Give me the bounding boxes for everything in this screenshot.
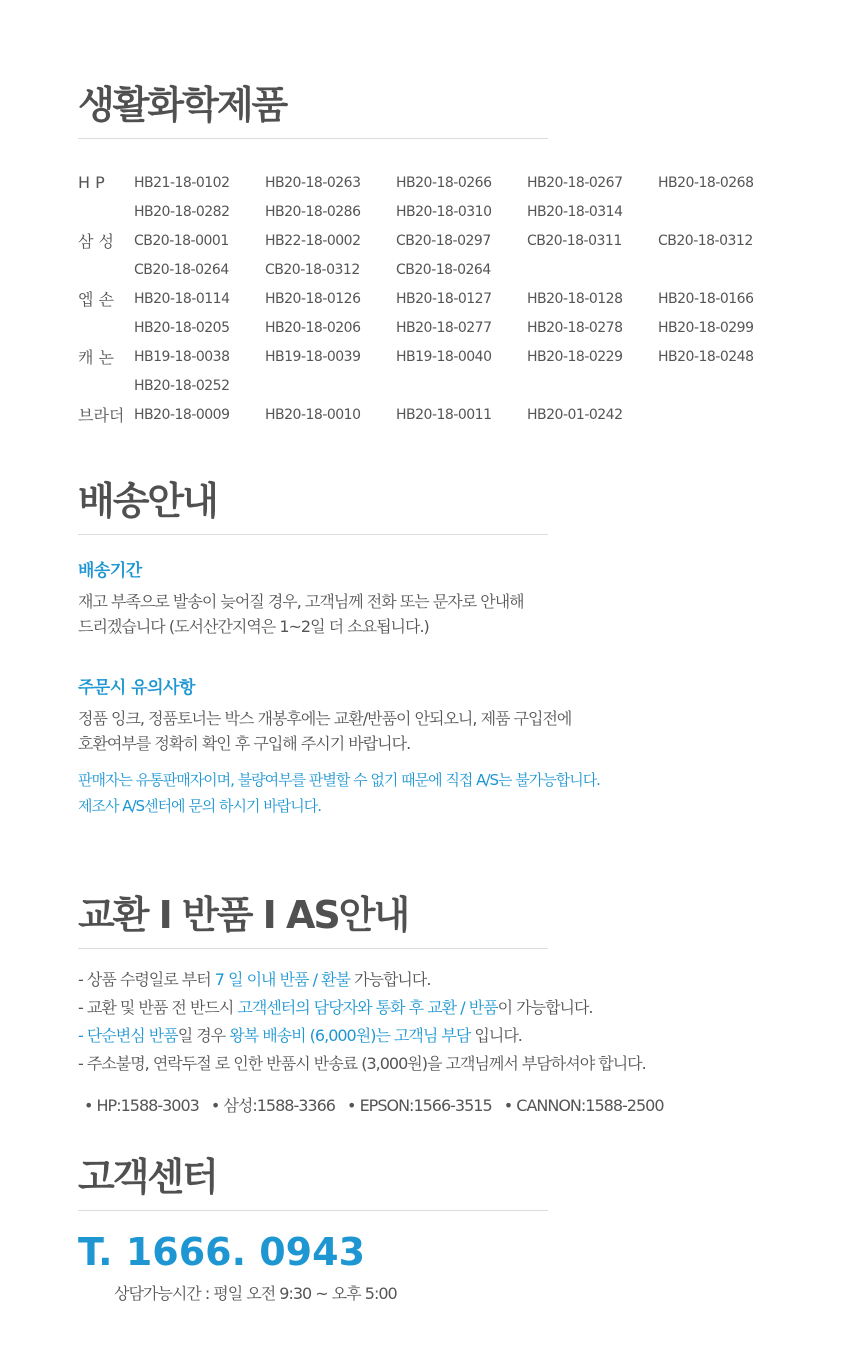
cert-code: HB22-18-0002 — [265, 232, 361, 249]
cert-code: HB20-18-0126 — [265, 290, 361, 307]
cert-table — [78, 168, 789, 429]
cert-code — [396, 371, 527, 400]
cert-code: HB20-18-0268 — [658, 174, 754, 191]
certs-section — [78, 83, 548, 139]
exchange-text: 가능합니다. — [349, 970, 431, 989]
exchange-highlight: 단순변심 반품 — [86, 1026, 178, 1045]
cert-row — [78, 168, 789, 197]
order-notice-line: 호환여부를 정확히 확인 후 구입해 주시기 바랍니다. — [78, 734, 411, 753]
cert-row — [78, 197, 789, 226]
exchange-list — [78, 966, 646, 1078]
cert-code: HB20-18-0114 — [134, 290, 230, 307]
cert-brand — [78, 197, 134, 226]
cert-brand — [78, 255, 134, 284]
cert-code: HB20-18-0286 — [265, 203, 361, 220]
exchange-text: - 교환 및 반품 전 반드시 — [78, 998, 238, 1017]
cert-code: HB20-18-0205 — [134, 319, 230, 336]
cert-code: HB20-18-0277 — [396, 319, 492, 336]
cert-code: HB20-18-0299 — [658, 319, 754, 336]
cert-code: CB20-18-0297 — [396, 232, 491, 249]
exchange-title: 교환 I 반품 I AS안내 — [78, 893, 409, 937]
exchange-text: - — [78, 1026, 87, 1045]
shipping-title: 배송안내 — [78, 479, 217, 523]
cert-code: HB20-18-0010 — [265, 406, 361, 423]
as-notice-line: 제조사 A/S센터에 문의 하시기 바랍니다. — [78, 797, 322, 815]
certs-title: 생활화학제품 — [78, 83, 287, 127]
cert-code: HB19-18-0040 — [396, 348, 492, 365]
cert-code: HB20-18-0252 — [134, 377, 230, 394]
cert-row — [78, 371, 789, 400]
cert-code — [265, 371, 396, 400]
cert-code: CB20-18-0264 — [396, 261, 491, 278]
cert-code: CB20-18-0312 — [658, 232, 753, 249]
shipping-section — [78, 479, 548, 535]
cert-code — [658, 255, 789, 284]
samsung-phone: • 삼성:1588-3366 — [210, 1096, 335, 1115]
exchange-text: 일 경우 — [177, 1026, 230, 1045]
exchange-item — [78, 966, 646, 994]
epson-phone: • EPSON:1566-3515 — [347, 1096, 492, 1115]
exchange-item — [78, 994, 646, 1022]
cert-row — [78, 342, 789, 371]
cert-code: CB20-18-0264 — [134, 261, 229, 278]
shipping-period-line: 재고 부족으로 발송이 늦어질 경우, 고객님께 전화 또는 문자로 안내해 — [78, 592, 524, 611]
cert-brand — [78, 371, 134, 400]
cert-brand: 브라더 — [78, 406, 125, 425]
cert-code: HB20-18-0314 — [527, 203, 623, 220]
cert-code — [658, 197, 789, 226]
exchange-divider — [78, 948, 548, 949]
cert-code: HB20-18-0166 — [658, 290, 754, 307]
cert-code: HB19-18-0038 — [134, 348, 230, 365]
cert-row — [78, 400, 789, 429]
cert-code: HB20-18-0310 — [396, 203, 492, 220]
cert-code — [527, 371, 658, 400]
exchange-highlight: 7 일 이내 반품 / 환불 — [214, 970, 350, 989]
cert-brand: 엡 손 — [78, 290, 114, 309]
cert-code: CB20-18-0311 — [527, 232, 622, 249]
cert-code — [527, 255, 658, 284]
cert-code: HB20-18-0263 — [265, 174, 361, 191]
cert-brand: H P — [78, 173, 105, 192]
center-title: 고객센터 — [78, 1155, 217, 1199]
cert-row — [78, 255, 789, 284]
cert-code: HB20-18-0206 — [265, 319, 361, 336]
shipping-period-text — [78, 589, 524, 639]
cert-row — [78, 284, 789, 313]
cert-code: HB20-18-0266 — [396, 174, 492, 191]
cert-code: CB20-18-0312 — [265, 261, 360, 278]
exchange-item: - 주소불명, 연락두절 로 인한 반품시 반송료 (3,000원)을 고객님께서 부담하셔야 합니다. — [78, 1054, 646, 1073]
center-hours: 상담가능시간 : 평일 오전 9:30 ~ 오후 5:00 — [114, 1284, 397, 1303]
certs-divider — [78, 138, 548, 139]
as-notice-line: 판매자는 유통판매자이며, 불량여부를 판별할 수 없기 때문에 직접 A/S는 불가능합니다. — [78, 771, 600, 789]
cert-brand — [78, 313, 134, 342]
cert-brand: 삼 성 — [78, 232, 114, 251]
exchange-highlight: 고객센터의 담당자와 통화 후 교환 / 반품 — [237, 998, 498, 1017]
exchange-text: 입니다. — [470, 1026, 522, 1045]
cert-code: HB20-18-0267 — [527, 174, 623, 191]
as-phone-list — [84, 1093, 672, 1116]
order-notice-line: 정품 잉크, 정품토너는 박스 개봉후에는 교환/반품이 안되오니, 제품 구입전에 — [78, 709, 572, 728]
shipping-period-line: 드리겠습니다 (도서산간지역은 1~2일 더 소요됩니다.) — [78, 617, 429, 636]
hp-phone: • HP:1588-3003 — [84, 1096, 199, 1115]
shipping-period-title: 배송기간 — [78, 561, 142, 581]
canon-phone: • CANNON:1588-2500 — [503, 1096, 664, 1115]
cert-row — [78, 313, 789, 342]
cert-code: HB20-18-0009 — [134, 406, 230, 423]
exchange-text: - 상품 수령일로 부터 — [78, 970, 215, 989]
cert-code — [658, 400, 789, 429]
cert-brand: 캐 논 — [78, 348, 114, 367]
order-notice-title: 주문시 유의사항 — [78, 678, 195, 698]
exchange-item — [78, 1022, 646, 1050]
cert-code: HB20-18-0229 — [527, 348, 623, 365]
cert-code — [658, 371, 789, 400]
cert-code: HB20-18-0248 — [658, 348, 754, 365]
cert-code: HB20-18-0127 — [396, 290, 492, 307]
shipping-divider — [78, 534, 548, 535]
as-notice — [78, 767, 600, 819]
order-notice-text — [78, 706, 571, 756]
cert-code: HB21-18-0102 — [134, 174, 230, 191]
cert-row — [78, 226, 789, 255]
center-divider — [78, 1210, 548, 1211]
cert-code: HB20-18-0011 — [396, 406, 492, 423]
cert-code: CB20-18-0001 — [134, 232, 229, 249]
cert-code: HB20-18-0278 — [527, 319, 623, 336]
cert-code: HB19-18-0039 — [265, 348, 361, 365]
cert-code: HB20-18-0282 — [134, 203, 230, 220]
exchange-section — [78, 893, 548, 949]
center-phone: T. 1666. 0943 — [78, 1230, 366, 1274]
exchange-highlight: 왕복 배송비 (6,000원)는 고객님 부담 — [229, 1026, 471, 1045]
cert-code: HB20-01-0242 — [527, 406, 623, 423]
cert-code: HB20-18-0128 — [527, 290, 623, 307]
center-section — [78, 1155, 548, 1211]
exchange-text: 이 가능합니다. — [497, 998, 593, 1017]
